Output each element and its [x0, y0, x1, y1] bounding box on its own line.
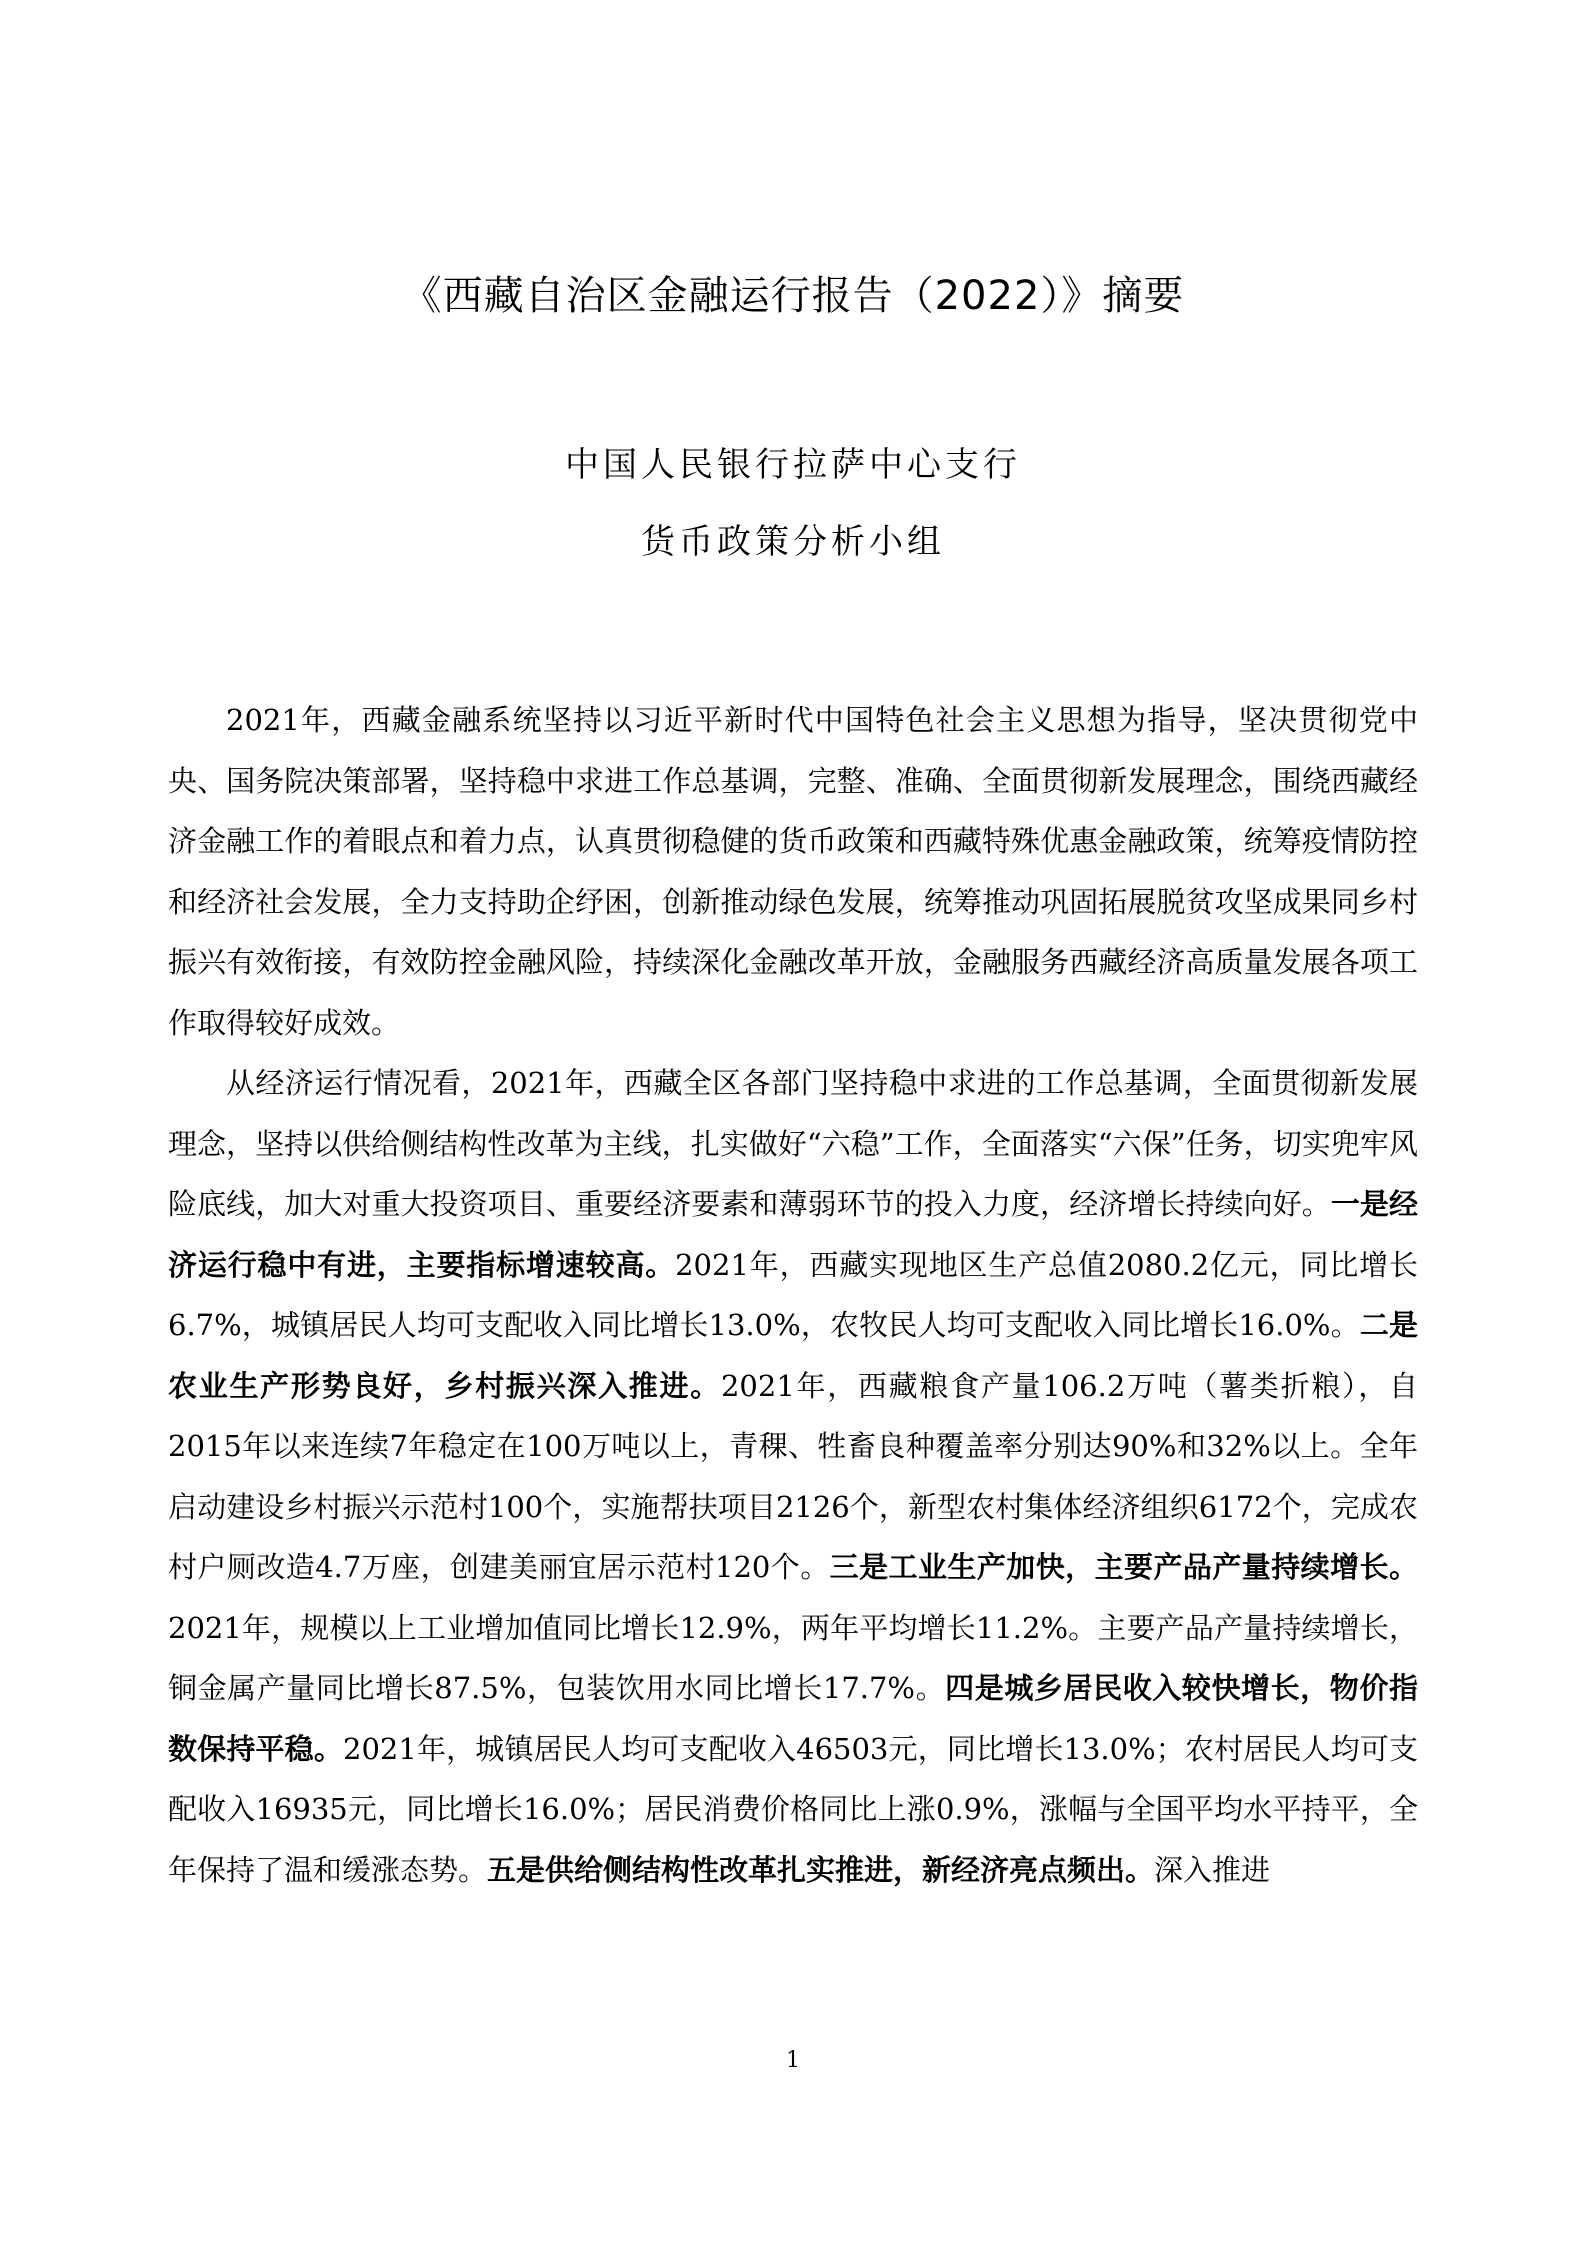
page-number: 1 [786, 2048, 800, 2073]
author-institution: 中国人民银行拉萨中心支行 [565, 445, 1021, 485]
point3-heading: 三是工业生产加快，主要产品产量持续增长。 [829, 1550, 1418, 1584]
point2-heading: 二是农业生产形势良好，乡村振兴深入推进。 [168, 1308, 1418, 1403]
point4-text: 2021年，城镇居民人均可支配收入46503元，同比增长13.0%；农村居民人均可支配收入16935元，同比增长16.0%；居民消费价格同比上涨0.9%，涨幅与全国平均水平持平，全年保持了温和缓涨态势。 [168, 1731, 1418, 1887]
document-body [168, 690, 1418, 1900]
author-group: 货币政策分析小组 [641, 522, 945, 562]
point3-text: 2021年，规模以上工业增加值同比增长12.9%，两年平均增长11.2%。主要产品产量持续增长，铜金属产量同比增长87.5%，包装饮用水同比增长17.7%。 [168, 1610, 1418, 1705]
point5-text: 深入推进 [1154, 1852, 1271, 1887]
point5-heading: 五是供给侧结构性改革扎实推进，新经济亮点频出。 [487, 1852, 1155, 1887]
paragraph-overview: 2021年，西藏金融系统坚持以习近平新时代中国特色社会主义思想为指导，坚决贯彻党中央、国务院决策部署，坚持稳中求进工作总基调，完整、准确、全面贯彻新发展理念，围绕西藏经济金融工作的着眼点和着力点，认真贯彻稳健的货币政策和西藏特殊优惠金融政策，统筹疫情防控和经济社会发展，全力支持助企纾困，创新推动绿色发展，统筹推动巩固拓展脱贫攻坚成果同乡村振兴有效衔接，有效防控金融风险，持续深化金融改革开放，金融服务西藏经济高质量发展各项工作取得较好成效。 [168, 703, 1418, 1040]
economy-intro-text: 从经济运行情况看，2021年，西藏全区各部门坚持稳中求进的工作总基调，全面贯彻新发展理念，坚持以供给侧结构性改革为主线，扎实做好“六稳”工作，全面落实“六保”任务，切实兜牢风险底线，加大对重大投资项目、重要经济要素和薄弱环节的投入力度，经济增长持续向好。 [168, 1066, 1418, 1221]
document-title: 《西藏自治区金融运行报告（2022）》摘要 [401, 273, 1185, 319]
point2-text: 2021年，西藏粮食产量106.2万吨（薯类折粮），自2015年以来连续7年稳定在100万吨以上，青稞、牲畜良种覆盖率分别达90%和32%以上。全年启动建设乡村振兴示范村100个，实施帮扶项目2126个，新型农村集体经济组织6172个，完成农村户厕改造4.7万座，创建美丽宜居示范村120个。 [168, 1368, 1418, 1584]
point4-heading: 四是城乡居民收入较快增长，物价指数保持平稳。 [168, 1671, 1418, 1766]
point1-text: 2021年，西藏实现地区生产总值2080.2亿元，同比增长6.7%，城镇居民人均可支配收入同比增长13.0%，农牧民人均可支配收入同比增长16.0%。 [168, 1247, 1418, 1342]
paragraph-economy [168, 1053, 1418, 1900]
point1-heading: 一是经济运行稳中有进，主要指标增速较高。 [168, 1187, 1418, 1282]
